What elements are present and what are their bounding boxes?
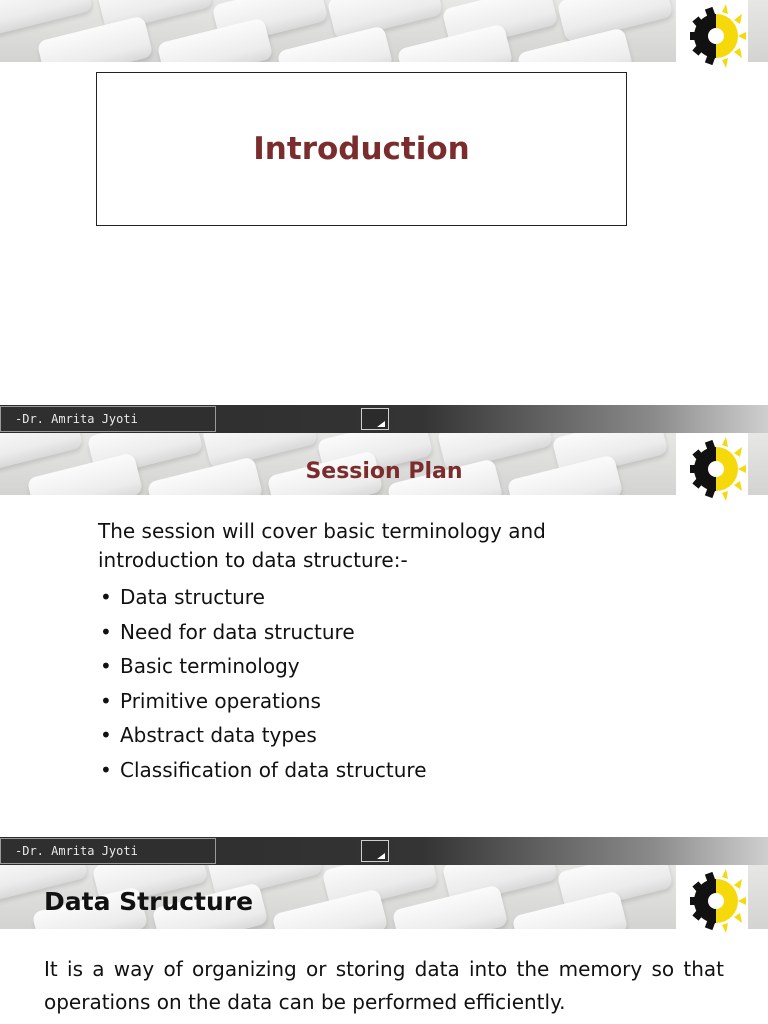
data-structure-definition: It is a way of organizing or storing data into the memory so that operations on the data can be performed efficiently. — [44, 957, 724, 1014]
slide-corner-icon — [361, 408, 389, 430]
college-logo — [676, 433, 748, 505]
slide-3-banner — [0, 865, 768, 929]
slide-1-title: Introduction — [253, 131, 470, 167]
list-item: • Data structure — [98, 580, 618, 615]
list-item: • Abstract data types — [98, 718, 618, 753]
slide-2-footer — [0, 837, 768, 865]
slide-2-title: Session Plan — [305, 459, 463, 484]
gear-sun-logo-icon — [676, 433, 748, 505]
footer-author: -Dr. Amrita Jyoti — [0, 838, 216, 864]
intro-title-box — [96, 72, 627, 226]
slide-1-banner — [0, 0, 768, 62]
list-item: • Primitive operations — [98, 684, 618, 719]
list-item: • Need for data structure — [98, 615, 618, 650]
list-item: • Classification of data structure — [98, 753, 618, 788]
session-intro: The session will cover basic terminology and introduction to data structure:- — [98, 519, 546, 572]
list-item: • Basic terminology — [98, 649, 618, 684]
slide-corner-icon — [361, 840, 389, 862]
slide-2-banner — [0, 433, 768, 495]
college-logo — [676, 0, 748, 72]
footer-author: -Dr. Amrita Jyoti — [0, 406, 216, 432]
slide-3-title: Data Structure — [44, 887, 254, 916]
keyboard-background — [0, 0, 768, 62]
session-plan-content — [98, 517, 618, 787]
college-logo — [676, 865, 748, 937]
gear-sun-logo-icon — [676, 0, 748, 72]
session-bullet-list — [98, 580, 618, 787]
gear-sun-logo-icon — [676, 865, 748, 937]
slide-1-footer — [0, 405, 768, 433]
